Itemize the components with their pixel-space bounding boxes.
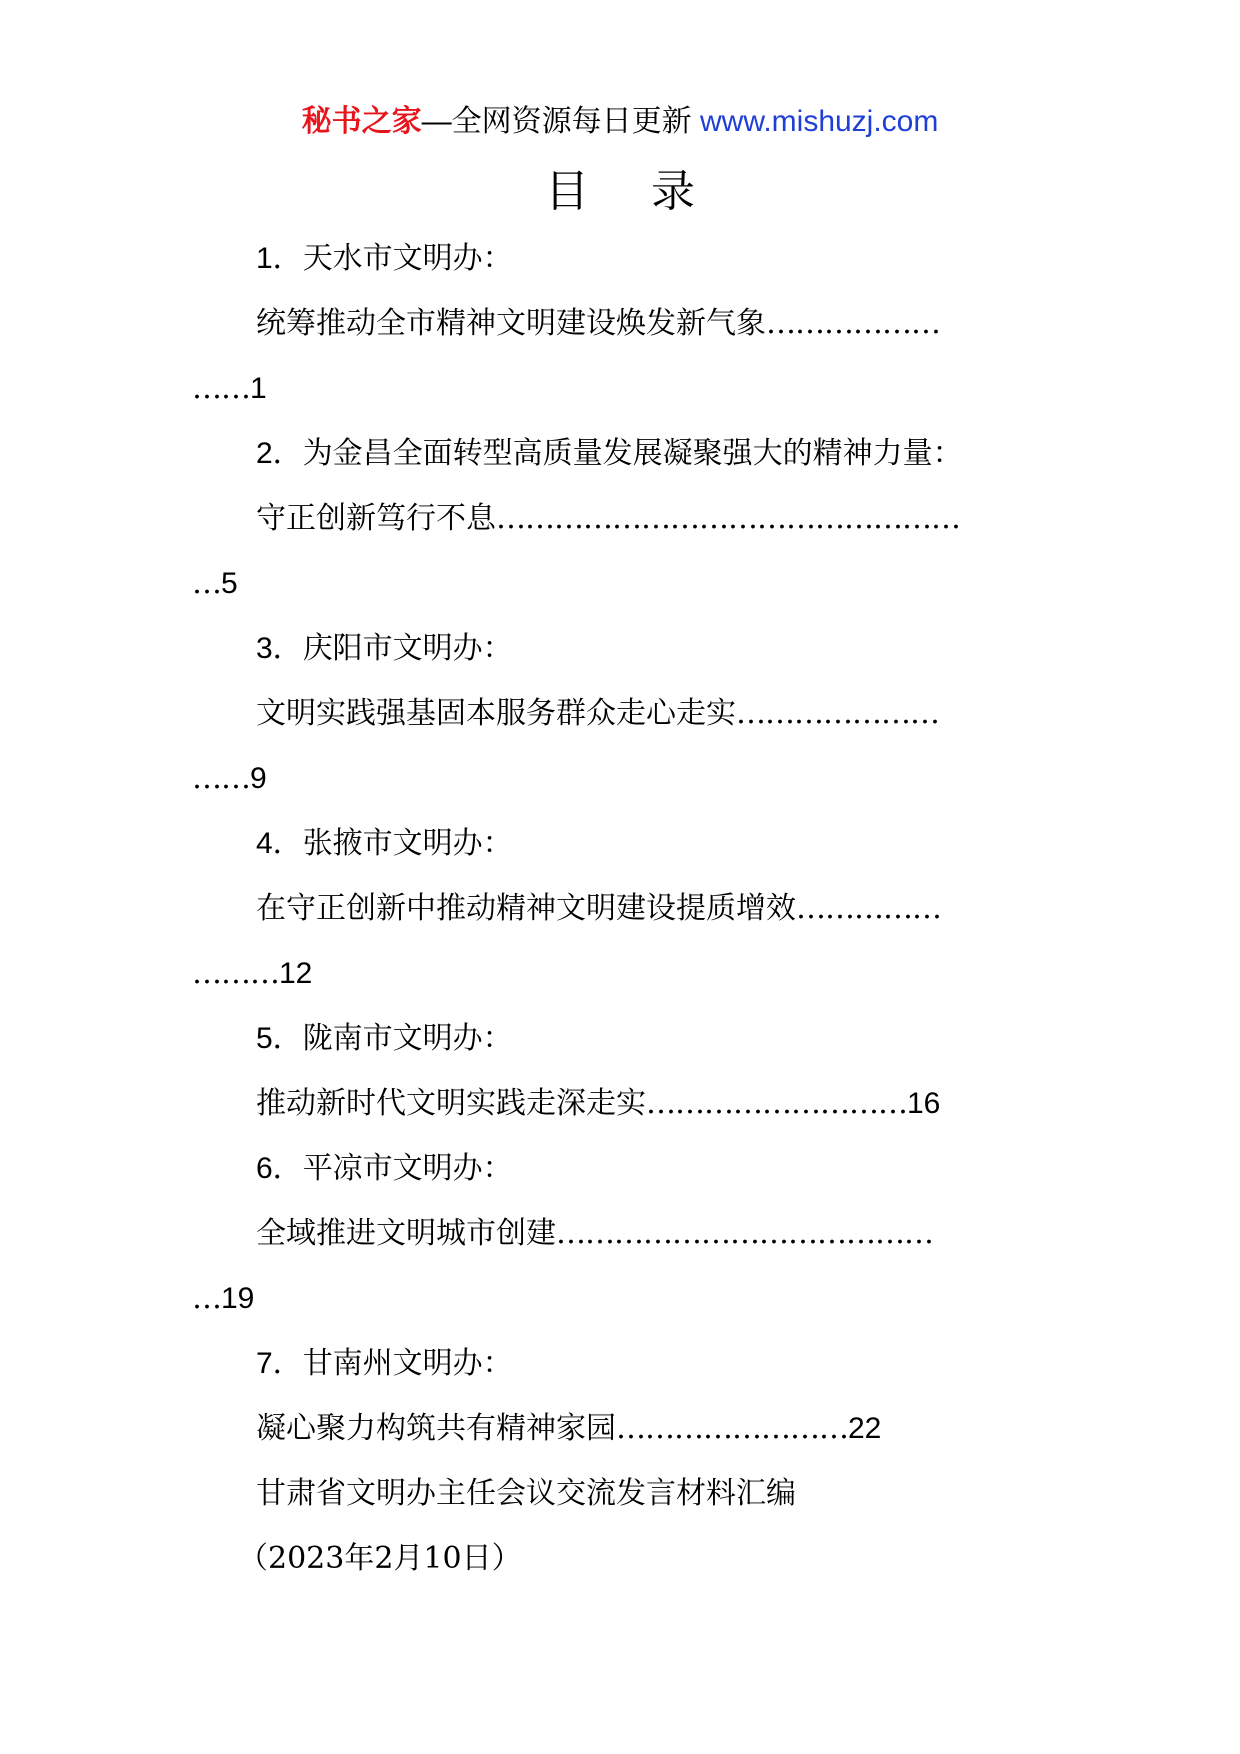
toc-entry-2-org: 为金昌全面转型高质量发展凝聚强大的精神力量： bbox=[302, 436, 963, 471]
toc-entry-6-heading[interactable]: 全域推进文明城市创建 bbox=[256, 1216, 556, 1251]
toc-entry-4-leader-cont: ……… bbox=[192, 956, 279, 991]
toc-entry-5-page: 16 bbox=[907, 1087, 941, 1120]
toc-entry-5-org-line bbox=[192, 1006, 1052, 1071]
toc-entry-4-heading[interactable]: 在守正创新中推动精神文明建设提质增效 bbox=[256, 891, 796, 926]
toc-entry-6-org: 平凉市文明办： bbox=[302, 1151, 513, 1186]
toc-entry-2-number: 2． bbox=[256, 437, 303, 470]
toc-entry-1-heading-line[interactable] bbox=[192, 291, 1052, 356]
toc-entry-6-number: 6． bbox=[256, 1152, 303, 1185]
toc-entry-4-leader: …………… bbox=[796, 891, 941, 926]
toc-entry-6-page-line bbox=[192, 1266, 1052, 1331]
toc-entry-5-heading-line[interactable] bbox=[192, 1071, 1052, 1136]
toc-entry-6-org-line bbox=[192, 1136, 1052, 1201]
toc-entry-7-org: 甘南州文明办： bbox=[302, 1346, 513, 1381]
toc-entry-3-page-line bbox=[192, 746, 1052, 811]
toc-entry-5-leader: ……………………… bbox=[646, 1086, 907, 1121]
toc-entry-3-leader-cont: …… bbox=[192, 761, 250, 796]
toc-entry-7-heading[interactable]: 凝心聚力构筑共有精神家园 bbox=[256, 1411, 616, 1446]
toc-entry-6-heading-line[interactable] bbox=[192, 1201, 1052, 1266]
toc-entry-3-number: 3． bbox=[256, 632, 303, 665]
toc-entry-7-org-line bbox=[192, 1331, 1052, 1396]
toc-entry-1-heading[interactable]: 统筹推动全市精神文明建设焕发新气象 bbox=[256, 306, 766, 341]
toc-entry-2-heading[interactable]: 守正创新笃行不息 bbox=[256, 501, 496, 536]
site-url[interactable]: www.mishuzj.com bbox=[699, 105, 939, 138]
toc-entry-3-org-line bbox=[192, 616, 1052, 681]
toc-entry-1-leader: ……………… bbox=[766, 306, 940, 341]
toc-entry-3-heading[interactable]: 文明实践强基固本服务群众走心走实 bbox=[256, 696, 736, 731]
toc-entry-1-leader-cont: …… bbox=[192, 371, 250, 406]
toc-entry-3-heading-line[interactable] bbox=[192, 681, 1052, 746]
toc-entry-2-leader: ………………………………………… bbox=[496, 501, 960, 536]
toc-entry-3-page: 9 bbox=[250, 762, 267, 795]
table-of-contents bbox=[192, 226, 1052, 1591]
toc-entry-4-page: 12 bbox=[279, 957, 313, 990]
toc-entry-1-page-line bbox=[192, 356, 1052, 421]
toc-entry-2-org-line bbox=[192, 421, 1052, 486]
toc-entry-7-page: 22 bbox=[848, 1412, 882, 1445]
toc-entry-1-org-line bbox=[192, 226, 1052, 291]
toc-entry-2-page-line bbox=[192, 551, 1052, 616]
page-title: 目 录 bbox=[545, 166, 719, 217]
toc-entry-7-number: 7． bbox=[256, 1347, 303, 1380]
toc-entry-1-number: 1． bbox=[256, 242, 303, 275]
toc-entry-5-number: 5． bbox=[256, 1022, 303, 1055]
site-slogan: —全网资源每日更新 bbox=[421, 105, 700, 138]
toc-entry-4-org-line bbox=[192, 811, 1052, 876]
toc-entry-5-heading[interactable]: 推动新时代文明实践走深走实 bbox=[256, 1086, 646, 1121]
toc-entry-4-org: 张掖市文明办： bbox=[302, 826, 513, 861]
site-banner bbox=[0, 102, 1240, 142]
toc-entry-4-page-line bbox=[192, 941, 1052, 1006]
toc-entry-4-heading-line[interactable] bbox=[192, 876, 1052, 941]
toc-entry-7-heading-line[interactable] bbox=[192, 1396, 1052, 1461]
toc-entry-3-leader: ………………… bbox=[736, 696, 939, 731]
toc-entry-4-number: 4． bbox=[256, 827, 303, 860]
collection-title: 甘肃省文明办主任会议交流发言材料汇编 bbox=[256, 1476, 796, 1511]
toc-entry-2-page: 5 bbox=[221, 567, 238, 600]
toc-entry-2-heading-line[interactable] bbox=[192, 486, 1052, 551]
toc-entry-2-leader-cont: … bbox=[192, 566, 221, 601]
toc-entry-1-org: 天水市文明办： bbox=[302, 241, 513, 276]
toc-entry-6-leader: ………………………………… bbox=[556, 1216, 933, 1251]
toc-entry-5-org: 陇南市文明办： bbox=[302, 1021, 513, 1056]
toc-entry-6-leader-cont: … bbox=[192, 1281, 221, 1316]
toc-entry-1-page: 1 bbox=[250, 372, 267, 405]
collection-date: （2023年2月10日） bbox=[238, 1541, 522, 1576]
toc-entry-3-org: 庆阳市文明办： bbox=[302, 631, 513, 666]
toc-entry-6-page: 19 bbox=[221, 1282, 255, 1315]
site-brand: 秘书之家 bbox=[301, 105, 422, 138]
toc-entry-7-leader: …………………… bbox=[616, 1411, 848, 1446]
